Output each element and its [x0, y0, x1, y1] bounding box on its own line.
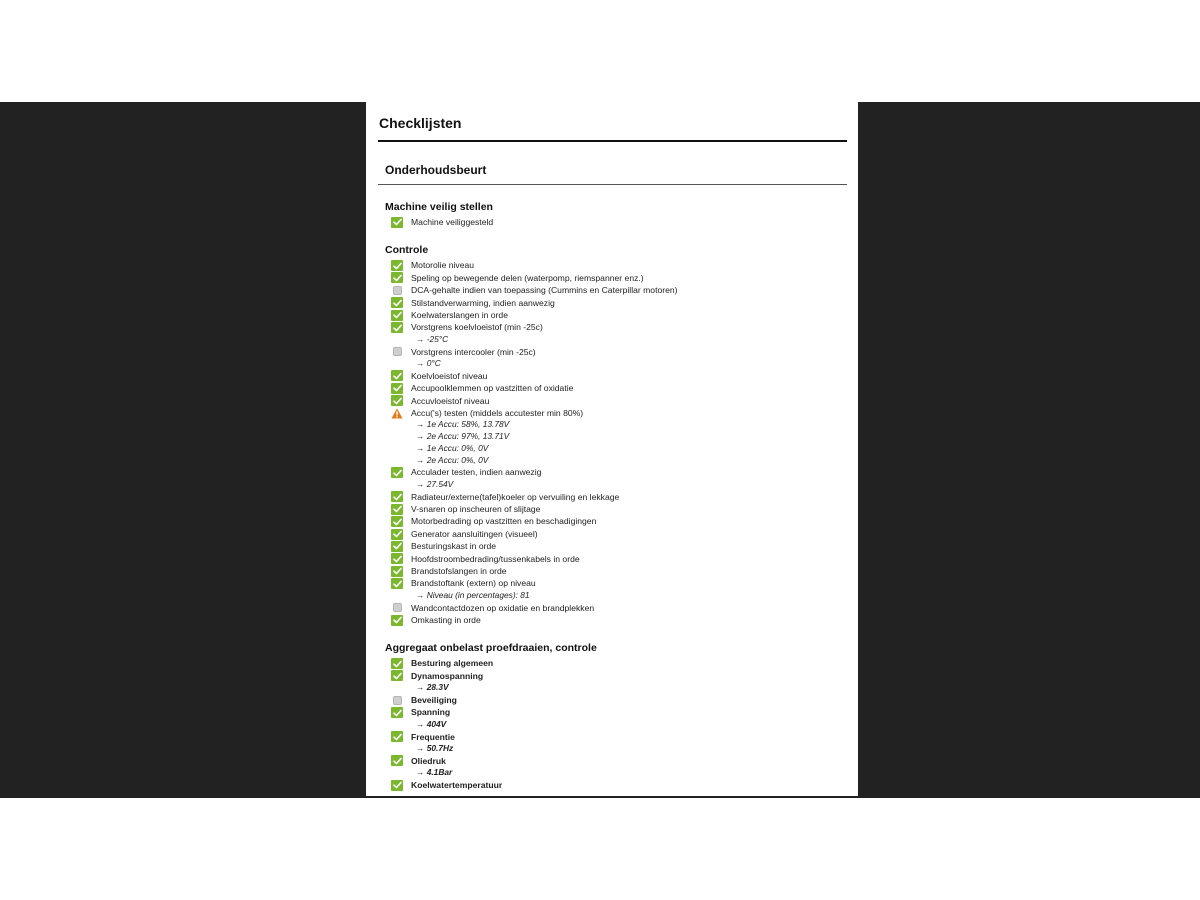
checklist-item-value: → 2e Accu: 0%, 0V	[416, 454, 489, 465]
checklist-item	[385, 284, 845, 296]
checklist-item-label: Stilstandverwarming, indien aanwezig	[411, 297, 555, 308]
checklist-item-label: Vorstgrens koelvloeistof (min -25c)	[411, 322, 543, 333]
checklist-item-label: Omkasting in orde	[411, 614, 481, 625]
checklist-item	[385, 614, 845, 626]
checklist-item	[385, 602, 845, 614]
checklist-item	[385, 309, 845, 321]
checklist-item-label: Frequentie	[411, 731, 455, 742]
checklist-item	[385, 321, 845, 333]
check-icon	[391, 658, 403, 669]
checklist-item-label: Koelwatertemperatuur	[411, 779, 503, 790]
check-icon	[391, 553, 403, 564]
checklist-item	[385, 346, 845, 358]
checklist-item-label: Besturing algemeen	[411, 658, 494, 669]
checklist-item-label: Motorbedrading op vastzitten en beschadigingen	[411, 516, 597, 527]
checklist-item-value: → 50.7Hz	[416, 742, 454, 753]
checklist-item	[385, 540, 845, 552]
check-icon	[391, 670, 403, 681]
checklist-item-label: Koelwaterslangen in orde	[411, 309, 508, 320]
checklist-item-value: → 2e Accu: 97%, 13.71V	[416, 431, 510, 442]
checklist-document	[366, 102, 858, 796]
checklist-item-label: V-snaren op inscheuren of slijtage	[411, 504, 541, 515]
checklist-item	[385, 694, 845, 706]
checklist-item	[385, 731, 845, 743]
checklist-title: Onderhoudsbeurt	[385, 163, 487, 177]
check-icon	[391, 217, 403, 228]
checklist-item	[385, 259, 845, 271]
checklist-item	[385, 670, 845, 682]
checklist-item-label: Speling op bewegende delen (waterpomp, riemspanner enz.)	[411, 272, 644, 283]
checklist-item-label: Machine veiliggesteld	[411, 217, 494, 227]
checklist-item	[385, 491, 845, 503]
checklist-item	[385, 706, 845, 718]
empty-box-icon	[391, 346, 403, 357]
checklist-item-value: → Niveau (in percentages): 81	[416, 589, 530, 600]
checklist-item	[385, 553, 845, 565]
check-icon	[391, 310, 403, 321]
check-icon	[391, 516, 403, 527]
checklist-item	[385, 407, 845, 419]
title-divider	[378, 140, 847, 142]
empty-box-icon	[391, 285, 403, 296]
checklist-item-label: Generator aansluitingen (visueel)	[411, 528, 538, 539]
checklist-item-value: → 4.1Bar	[416, 767, 453, 778]
check-icon	[391, 615, 403, 626]
subtitle-divider	[378, 184, 847, 185]
checklist-item-label: Acculader testen, indien aanwezig	[411, 467, 542, 478]
checklist-item	[385, 657, 845, 669]
check-icon	[391, 541, 403, 552]
checklist-item	[385, 466, 845, 478]
check-icon	[391, 578, 403, 589]
checklist-item-label: Brandstofslangen in orde	[411, 566, 507, 576]
check-icon	[391, 731, 403, 742]
checklist-item-value: → 28.3V	[416, 682, 449, 693]
check-icon	[391, 707, 403, 718]
check-icon	[391, 755, 403, 766]
checklist-item	[385, 216, 845, 228]
checklist-item	[385, 297, 845, 309]
check-icon	[391, 272, 403, 283]
checklist-item-value: → 1e Accu: 58%, 13.78V	[416, 419, 510, 430]
check-icon	[391, 260, 403, 271]
checklist-item	[385, 395, 845, 407]
check-icon	[391, 297, 403, 308]
checklist-item-label: DCA-gehalte indien van toepassing (Cummins en Caterpillar motoren)	[411, 285, 678, 296]
checklist-item-label: Dynamospanning	[411, 670, 484, 681]
checklist-item	[385, 565, 845, 577]
checklist-item-value: → 1e Accu: 0%, 0V	[416, 442, 489, 453]
checklist-item	[385, 382, 845, 394]
checklist-item-label: Wandcontactdozen op oxidatie en brandplekken	[411, 602, 595, 613]
check-icon	[391, 467, 403, 478]
section-title: Controle	[385, 244, 429, 257]
checklist-item-label: Hoofdstroombedrading/tussenkabels in orde	[411, 553, 580, 564]
checklist-item-label: Oliedruk	[411, 755, 446, 766]
check-icon	[391, 566, 403, 577]
checklist-item-label: Beveiliging	[411, 694, 457, 705]
checklist-item	[385, 272, 845, 284]
checklist-item-label: Accupoolklemmen op vastzitten of oxidatie	[411, 383, 574, 394]
check-icon	[391, 491, 403, 502]
checklist-item-label: Besturingskast in orde	[411, 541, 497, 552]
checklist-item	[385, 755, 845, 767]
check-icon	[391, 395, 403, 406]
checklist-item	[385, 779, 845, 791]
checklist-item	[385, 577, 845, 589]
checklist-content	[385, 201, 845, 796]
checklist-item-label: Brandstoftank (extern) op niveau	[411, 578, 536, 589]
checklist-item-label: Vorstgrens intercooler (min -25c)	[411, 346, 536, 357]
check-icon	[391, 322, 403, 333]
checklist-item-label: Motorolie niveau	[411, 260, 475, 271]
checklist-item-value: → 0°C	[416, 357, 441, 368]
checklist-item	[385, 370, 845, 382]
check-icon	[391, 529, 403, 540]
checklist-item	[385, 528, 845, 540]
checklist-item	[385, 515, 845, 527]
page-title: Checklijsten	[379, 115, 462, 131]
check-icon	[391, 504, 403, 515]
check-icon	[391, 780, 403, 791]
check-icon	[391, 383, 403, 394]
section-title: Aggregaat onbelast proefdraaien, controle	[385, 642, 597, 655]
checklist-section	[385, 244, 845, 626]
checklist-item-value: → -25°C	[416, 333, 449, 344]
checklist-item-value: → 404V	[416, 718, 447, 729]
checklist-item-label: Koelvloeistof niveau	[411, 370, 488, 381]
empty-box-icon	[391, 695, 403, 706]
warning-icon	[391, 408, 403, 419]
checklist-section	[385, 201, 845, 228]
checklist-item-label: Accu('s) testen (middels accutester min 80%)	[411, 407, 584, 418]
section-title: Machine veilig stellen	[385, 201, 493, 213]
check-icon	[391, 370, 403, 381]
checklist-item-label: Spanning	[411, 707, 451, 718]
checklist-section	[385, 642, 845, 791]
checklist-item	[385, 503, 845, 515]
checklist-item-label: Radiateur/externe(tafel)koeler op vervuiling en lekkage	[411, 491, 620, 502]
checklist-item-label: Accuvloeistof niveau	[411, 395, 490, 406]
empty-box-icon	[391, 602, 403, 613]
checklist-item-value: → 27.54V	[416, 478, 454, 489]
